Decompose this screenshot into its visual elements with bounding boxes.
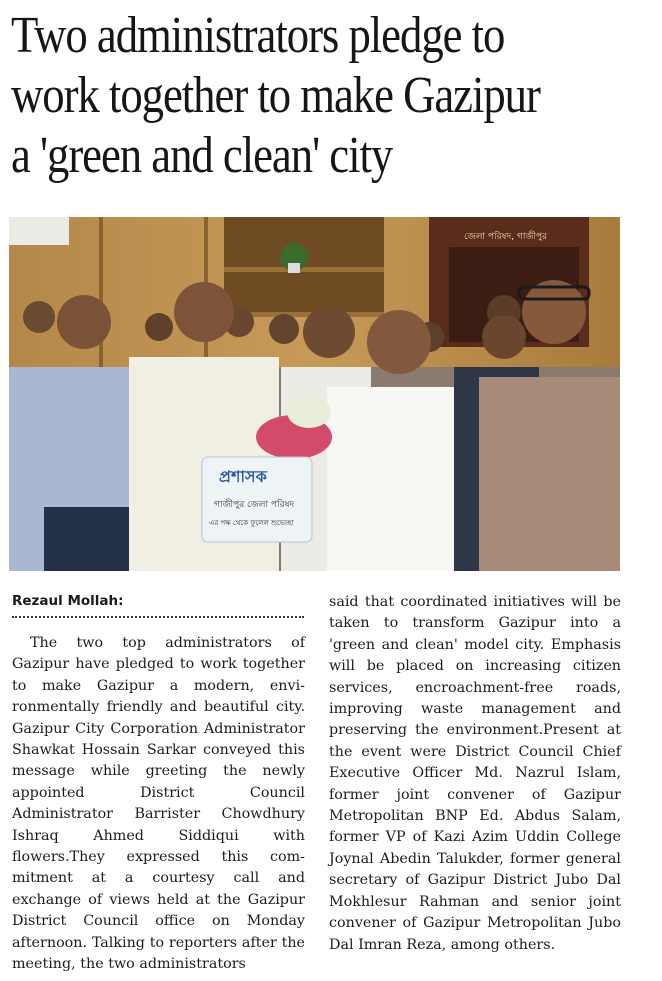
- byline-divider: [12, 616, 304, 618]
- person-right: [479, 377, 620, 571]
- bouquet-label: প্রশাসক: [219, 467, 267, 486]
- bouquet-tagline: এর পক্ষ থেকে ফুলেল শুভেচ্ছা: [209, 519, 294, 527]
- bouquet-sublabel: গাজীপুর জেলা পরিষদ: [214, 500, 295, 510]
- board-title: জেলা পরিষদ, গাজীপুর: [464, 232, 548, 242]
- news-photo: [9, 217, 620, 571]
- article-column-1: The two top administrators of Gazipur have pledged to work together to make Gazipur a modern, environmentally friendly and beautiful city. Gazipur City Corporation Administrator Shawkat Hossain Sarkar conveyed this message while greeting the newly appointed District Council Administrator Barrister Chowdhury Ishraq Ahmed Siddiqui with flowers.They expressed this commitment at a courtesy call and exchange of views held at the Gazipur District Council office on Monday afternoon. Talking to reporters after the meeting, the two administrators: [12, 635, 305, 973]
- air-conditioner: [9, 217, 69, 245]
- byline: Rezaul Mollah:: [12, 593, 124, 609]
- article-column-2: said that coordinated initiatives will be taken to transform Gazipur into a 'green and clean' model city. Emphasis will be placed on increasing citizen services, encroachment-free roads, improving waste management and preserving the environment.Present at the event were District Council Chief Executive Officer Md. Nazrul Islam, former joint convener of Gazipur Metropolitan BNP Ed. Abdus Salam, former VP of Kazi Azim Uddin College Joynal Abedin Talukder, former general secretary of Gazipur District Jubo Dal Mokhlesur Rahman and senior joint convener of Gazipur Metropolitan Jubo Dal Imran Reza, among others.: [329, 594, 621, 953]
- headline: Two administrators pledge to work together to make Gazipur a 'green and clean' city: [11, 7, 540, 184]
